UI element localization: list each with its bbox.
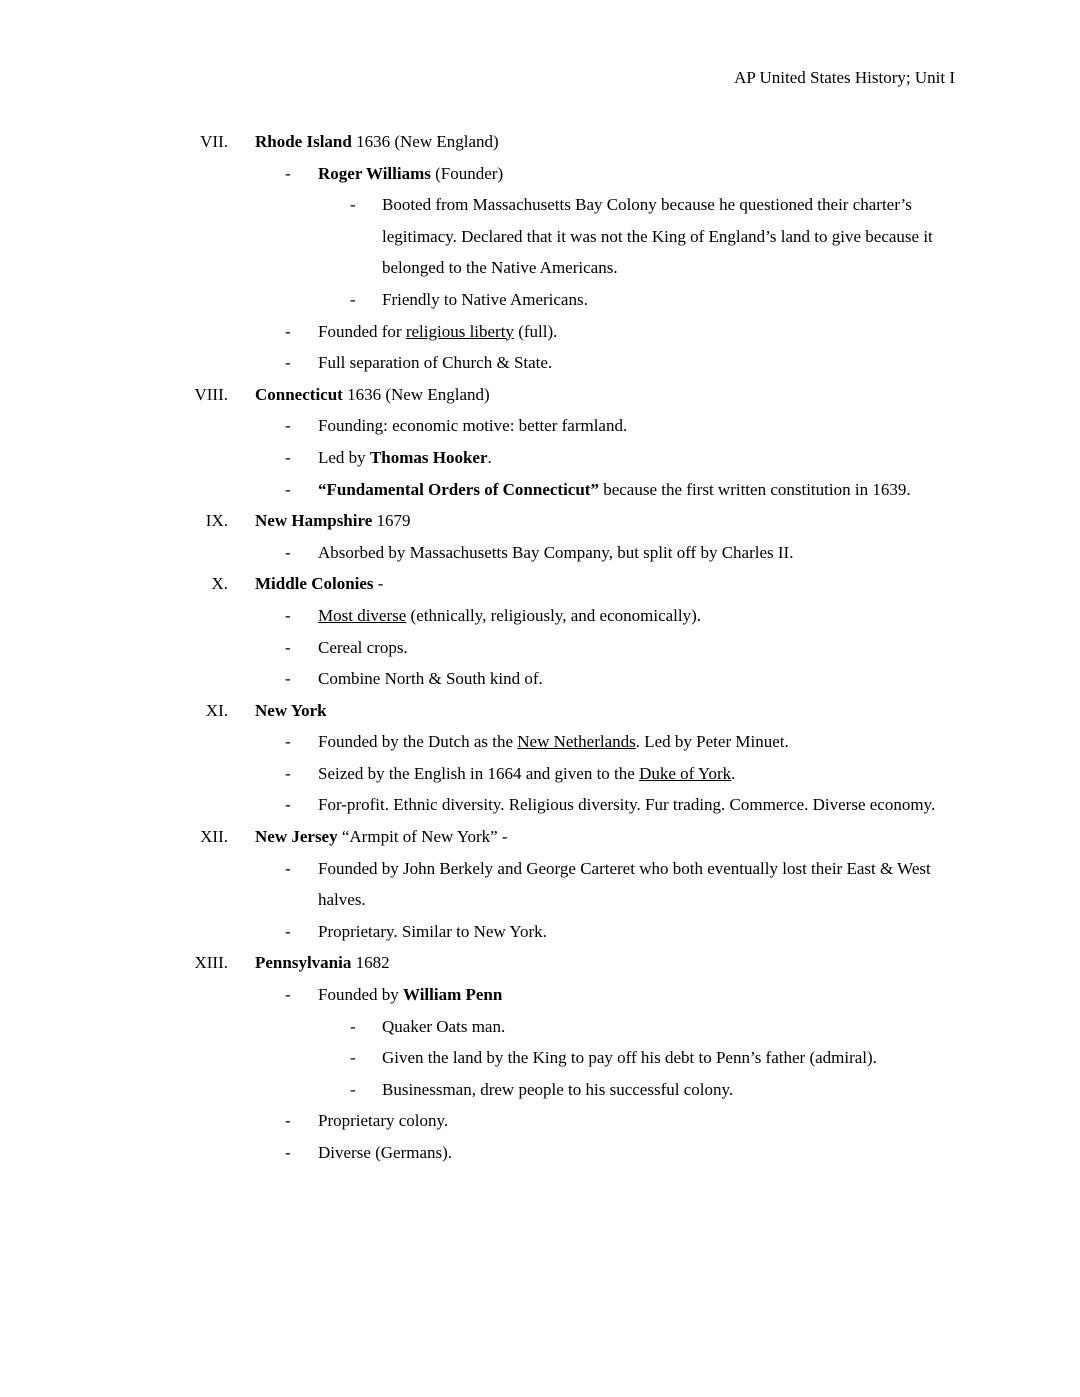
bullet-dash: - (285, 669, 291, 689)
outline-item (0, 758, 1080, 790)
text-segment: . (487, 447, 492, 467)
text-segment: For-profit. Ethnic diversity. Religious diversity. Fur trading. Commerce. Diverse economy. (318, 795, 936, 815)
item-text (318, 1105, 955, 1137)
outline-item (0, 284, 1080, 316)
item-text (318, 410, 955, 442)
item-text (318, 158, 955, 190)
text-segment: “Fundamental Orders of Connecticut” (318, 479, 599, 499)
text-segment: religious liberty (405, 321, 514, 341)
item-text (382, 1074, 955, 1106)
outline-item (0, 726, 1080, 758)
text-segment: Founded for (318, 321, 406, 341)
item-text (318, 347, 955, 379)
text-segment: . Led by Peter Minuet. (635, 732, 789, 752)
text-segment: Quaker Oats man. (382, 1016, 506, 1036)
bullet-dash: - (285, 353, 291, 373)
outline-item (0, 316, 1080, 348)
outline-item (0, 789, 1080, 821)
text-segment: Given the land by the King to pay off his debt to Penn’s father (admiral). (382, 1048, 877, 1068)
text-segment: 1679 (372, 511, 411, 531)
text-segment: . (731, 763, 736, 783)
outline-section-heading (0, 379, 1080, 411)
outline (0, 126, 1080, 1169)
heading-text (255, 126, 955, 158)
bullet-dash: - (285, 921, 291, 941)
text-segment: Friendly to Native Americans. (382, 289, 588, 309)
item-text (318, 979, 955, 1011)
bullet-dash: - (350, 1079, 356, 1099)
bullet-dash: - (285, 763, 291, 783)
outline-item (0, 1042, 1080, 1074)
roman-numeral: XII. (200, 827, 228, 847)
text-segment: Founding: economic motive: better farmland. (318, 416, 628, 436)
text-segment: New Netherlands (517, 732, 636, 752)
item-text (318, 1137, 955, 1169)
text-segment: New Jersey (255, 827, 338, 847)
bullet-dash: - (285, 858, 291, 878)
text-segment: New York (255, 700, 327, 720)
outline-item (0, 410, 1080, 442)
outline-section-heading (0, 126, 1080, 158)
item-text (318, 726, 955, 758)
outline-item (0, 158, 1080, 190)
text-segment: Duke of York (639, 763, 732, 783)
item-text (318, 537, 955, 569)
outline-item (0, 979, 1080, 1011)
text-segment: Cereal crops. (318, 637, 408, 657)
text-segment: Middle Colonies (255, 574, 374, 594)
text-segment: 1636 (New England) (342, 384, 490, 404)
text-segment: (ethnically, religiously, and economically). (406, 605, 702, 625)
text-segment: Connecticut (255, 384, 343, 404)
item-text (382, 284, 955, 316)
outline-item (0, 1137, 1080, 1169)
item-text (318, 916, 955, 948)
outline-item (0, 442, 1080, 474)
page-header: AP United States History; Unit I (734, 68, 955, 87)
outline-item (0, 632, 1080, 664)
outline-section-heading (0, 947, 1080, 979)
outline-item (0, 916, 1080, 948)
item-text (382, 1011, 955, 1043)
outline-item (0, 600, 1080, 632)
outline-section-heading (0, 568, 1080, 600)
outline-item (0, 537, 1080, 569)
text-segment: Pennsylvania (255, 953, 352, 973)
text-segment: Led by (318, 447, 370, 467)
bullet-dash: - (285, 1111, 291, 1131)
bullet-dash: - (350, 195, 356, 215)
outline-item (0, 1105, 1080, 1137)
text-segment: Founded by John Berkely and George Carteret who both eventually lost their East & West halves. (318, 858, 931, 910)
outline-section-heading (0, 821, 1080, 853)
item-text (318, 442, 955, 474)
text-segment: 1682 (351, 953, 390, 973)
bullet-dash: - (285, 479, 291, 499)
heading-text (255, 947, 955, 979)
text-segment: Businessman, drew people to his successful colony. (382, 1079, 734, 1099)
item-text (318, 316, 955, 348)
text-segment: Rhode Island (255, 132, 352, 151)
bullet-dash: - (285, 637, 291, 657)
outline-item (0, 1011, 1080, 1043)
bullet-dash: - (285, 605, 291, 625)
heading-text (255, 568, 955, 600)
bullet-dash: - (285, 416, 291, 436)
text-segment: - (373, 574, 384, 594)
text-segment: Founded by (318, 985, 403, 1005)
text-segment: Absorbed by Massachusetts Bay Company, but split off by Charles II. (318, 542, 794, 562)
text-segment: Most diverse (318, 605, 407, 625)
bullet-dash: - (285, 163, 291, 183)
text-segment: 1636 (New England) (351, 132, 499, 151)
text-segment: Proprietary. Similar to New York. (318, 921, 547, 941)
bullet-dash: - (285, 732, 291, 752)
text-segment: Combine North & South kind of. (318, 669, 543, 689)
heading-text (255, 379, 955, 411)
outline-item (0, 189, 1080, 284)
bullet-dash: - (350, 1048, 356, 1068)
bullet-dash: - (285, 542, 291, 562)
roman-numeral: VIII. (194, 384, 228, 404)
bullet-dash: - (285, 795, 291, 815)
bullet-dash: - (350, 1016, 356, 1036)
item-text (318, 474, 955, 506)
text-segment: (Founder) (430, 163, 504, 183)
item-text (318, 758, 955, 790)
heading-text (255, 821, 955, 853)
item-text (382, 1042, 955, 1074)
roman-numeral: VII. (200, 132, 228, 151)
text-segment: Roger Williams (318, 163, 431, 183)
outline-section-heading (0, 695, 1080, 727)
heading-text (255, 505, 955, 537)
outline-item (0, 347, 1080, 379)
item-text (318, 789, 955, 821)
bullet-dash: - (350, 289, 356, 309)
text-segment: Booted from Massachusetts Bay Colony because he questioned their charter’s legitimacy. Declared that it was not the King of England’s land to give because it belonged to the Native Americans. (382, 195, 933, 278)
text-segment: New Hampshire (255, 511, 373, 531)
roman-numeral: XIII. (194, 953, 228, 973)
roman-numeral: XI. (205, 700, 228, 720)
outline-item (0, 1074, 1080, 1106)
roman-numeral: IX. (205, 511, 228, 531)
text-segment: Seized by the English in 1664 and given to the (318, 763, 640, 783)
item-text (318, 853, 955, 916)
bullet-dash: - (285, 985, 291, 1005)
text-segment: “Armpit of New York” - (337, 827, 508, 847)
bullet-dash: - (285, 321, 291, 341)
outline-item (0, 474, 1080, 506)
text-segment: because the first written constitution in 1639. (598, 479, 911, 499)
text-segment: Full separation of Church & State. (318, 353, 553, 373)
item-text (382, 189, 955, 284)
roman-numeral: X. (211, 574, 228, 594)
item-text (318, 663, 955, 695)
item-text (318, 600, 955, 632)
text-segment: Proprietary colony. (318, 1111, 449, 1131)
text-segment: (full). (513, 321, 558, 341)
heading-text (255, 695, 955, 727)
text-segment: Founded by the Dutch as the (318, 732, 518, 752)
bullet-dash: - (285, 447, 291, 467)
outline-item (0, 663, 1080, 695)
text-segment: William Penn (403, 985, 503, 1005)
item-text (318, 632, 955, 664)
text-segment: Thomas Hooker (369, 447, 488, 467)
outline-section-heading (0, 505, 1080, 537)
outline-item (0, 853, 1080, 916)
bullet-dash: - (285, 1143, 291, 1162)
text-segment: Diverse (Germans). (318, 1143, 453, 1162)
